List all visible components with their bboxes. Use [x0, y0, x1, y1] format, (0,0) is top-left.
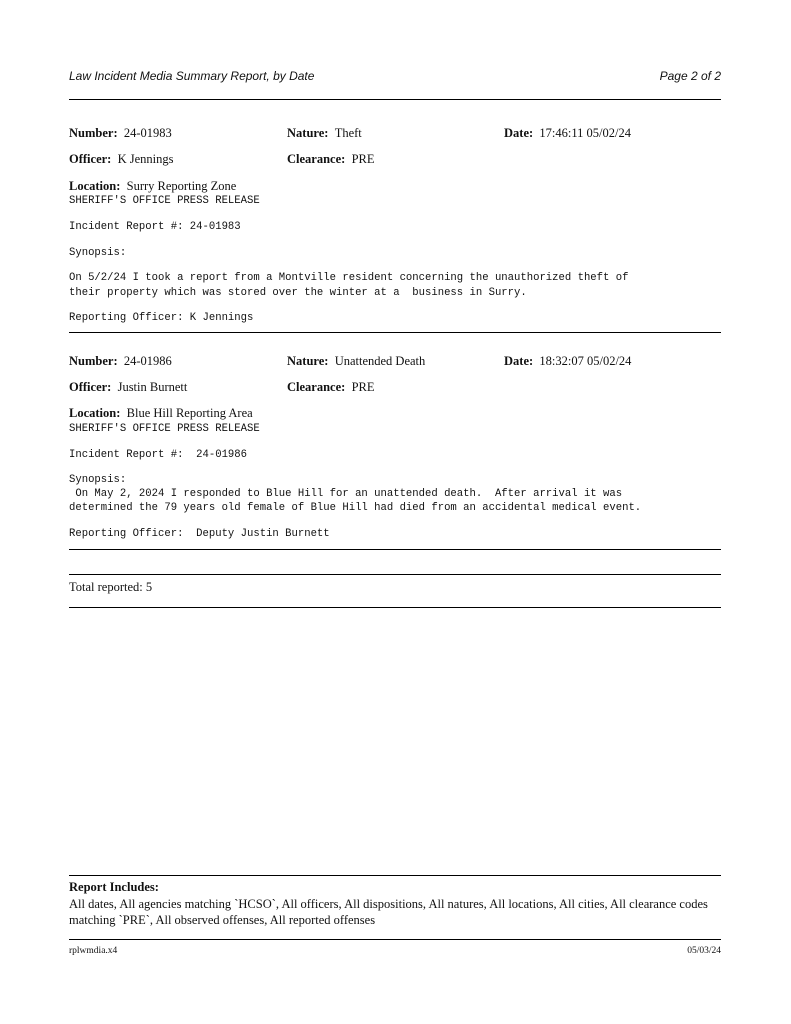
- includes-top-rule: [69, 875, 721, 876]
- nature-value: Theft: [334, 126, 362, 140]
- officer-field: [69, 380, 187, 395]
- header-rule: [69, 99, 721, 100]
- reporting-officer-line: Reporting Officer: K Jennings: [69, 312, 254, 324]
- incident-divider: [69, 332, 721, 333]
- clearance-field: [287, 380, 375, 395]
- report-title: Law Incident Media Summary Report, by Date: [69, 69, 315, 83]
- nature-label: Nature:: [287, 126, 329, 140]
- incident-report-number: Incident Report #: 24-01986: [69, 449, 248, 461]
- total-bottom-rule: [69, 607, 721, 608]
- date-value: 18:32:07 05/02/24: [539, 354, 632, 368]
- date-value: 17:46:11 05/02/24: [539, 126, 631, 140]
- number-field: [69, 354, 172, 369]
- nature-label: Nature:: [287, 354, 329, 368]
- number-value: 24-01986: [123, 354, 172, 368]
- clearance-field: [287, 152, 375, 167]
- total-top-rule: [69, 574, 721, 575]
- date-field: [504, 126, 631, 141]
- nature-field: [287, 126, 362, 141]
- synopsis-line: On May 2, 2024 I responded to Blue Hill for an unattended death. After arrival it was: [69, 488, 623, 500]
- synopsis-line: determined the 79 years old female of Blue Hill had died from an accidental medical event.: [69, 502, 642, 514]
- officer-value: K Jennings: [117, 152, 174, 166]
- location-label: Location:: [69, 179, 121, 193]
- incident-report-number: Incident Report #: 24-01983: [69, 221, 241, 233]
- clearance-value: PRE: [351, 152, 375, 166]
- location-value: Surry Reporting Zone: [126, 179, 237, 193]
- press-release-line: SHERIFF'S OFFICE PRESS RELEASE: [69, 423, 260, 435]
- report-includes-label: Report Includes:: [69, 880, 159, 894]
- incident-divider: [69, 549, 721, 550]
- total-reported: Total reported: 5: [69, 580, 153, 594]
- clearance-value: PRE: [351, 380, 375, 394]
- reporting-officer-line: Reporting Officer: Deputy Justin Burnett: [69, 528, 330, 540]
- officer-label: Officer:: [69, 380, 112, 394]
- clearance-label: Clearance:: [287, 152, 346, 166]
- synopsis-label: Synopsis:: [69, 474, 127, 486]
- date-label: Date:: [504, 126, 534, 140]
- date-field: [504, 354, 631, 369]
- number-field: [69, 126, 172, 141]
- nature-field: [287, 354, 425, 369]
- number-label: Number:: [69, 126, 118, 140]
- nature-value: Unattended Death: [334, 354, 426, 368]
- officer-label: Officer:: [69, 152, 112, 166]
- synopsis-line: On 5/2/24 I took a report from a Montville resident concerning the unauthorized theft of: [69, 272, 629, 284]
- location-field: [69, 179, 236, 194]
- press-release-line: SHERIFF'S OFFICE PRESS RELEASE: [69, 195, 260, 207]
- number-label: Number:: [69, 354, 118, 368]
- officer-value: Justin Burnett: [117, 380, 188, 394]
- footer-program-name: rplwmdia.x4: [69, 946, 118, 956]
- clearance-label: Clearance:: [287, 380, 346, 394]
- synopsis-label: Synopsis:: [69, 247, 127, 259]
- location-label: Location:: [69, 406, 121, 420]
- page-indicator: Page 2 of 2: [659, 69, 721, 83]
- report-includes-text: All dates, All agencies matching `HCSO`, All officers, All dispositions, All natures, All locations, All cities, All clearance codes matching `PRE`, All observed offenses, All reported offenses: [69, 897, 708, 927]
- synopsis-line: their property which was stored over the winter at a business in Surry.: [69, 287, 527, 299]
- footer-print-date: 05/03/24: [687, 946, 721, 956]
- number-value: 24-01983: [123, 126, 172, 140]
- officer-field: [69, 152, 173, 167]
- footer-rule: [69, 939, 721, 940]
- location-field: [69, 406, 253, 421]
- location-value: Blue Hill Reporting Area: [126, 406, 253, 420]
- date-label: Date:: [504, 354, 534, 368]
